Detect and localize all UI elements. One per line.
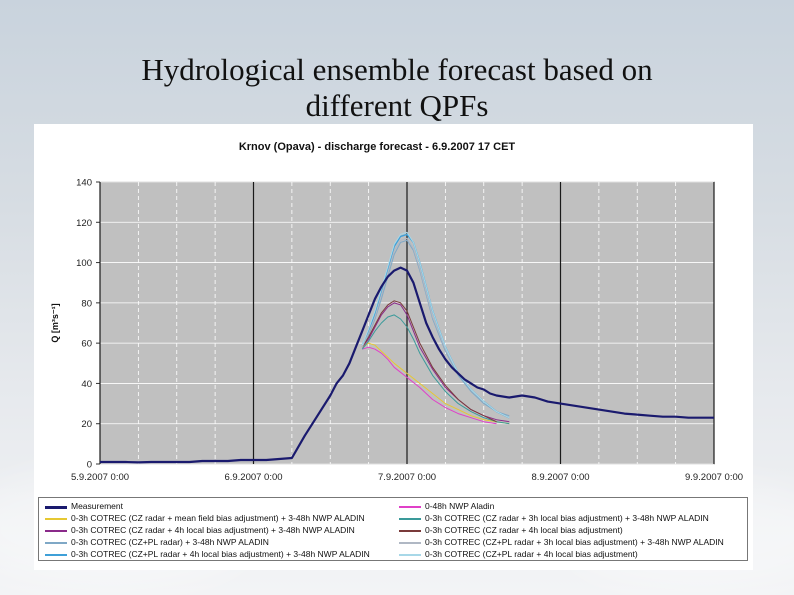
legend-swatch [45,518,67,520]
slide-title [0,52,794,124]
y-tick-label: 40 [81,378,92,390]
legend-label: 0-3h COTREC (CZ radar + 4h local bias adjustment) + 3-48h NWP ALADIN [71,525,355,535]
x-tick-label: 9.9.2007 0:00 [684,472,744,483]
y-tick-label: 140 [76,177,92,189]
x-tick-label: 6.9.2007 0:00 [224,472,283,483]
y-tick-label: 100 [76,258,92,270]
legend-swatch [399,542,421,544]
slide-title-line2: different QPFs [305,88,489,123]
legend-label: 0-3h COTREC (CZ radar + mean field bias adjustment) + 3-48h NWP ALADIN [71,513,365,523]
legend-label: 0-48h NWP Aladin [425,501,495,511]
y-tick-label: 60 [81,338,92,350]
legend-swatch [399,518,421,520]
legend-swatch [45,506,67,509]
legend-swatch [45,530,67,532]
legend-label: 0-3h COTREC (CZ+PL radar + 4h local bias adjustment) + 3-48h NWP ALADIN [71,549,370,559]
y-tick-label: 0 [86,459,92,471]
legend-label: 0-3h COTREC (CZ+PL radar) + 3-48h NWP ALADIN [71,537,269,547]
legend-label: Measurement [71,501,123,511]
legend-label: 0-3h COTREC (CZ+PL radar + 4h local bias adjustment) [425,549,638,559]
y-tick-label: 120 [76,217,92,229]
y-tick-label: 20 [81,419,92,431]
slide-title-line1: Hydrological ensemble forecast based on [141,52,653,87]
chart-legend [38,497,748,561]
y-tick-label: 80 [81,298,92,310]
x-tick-label: 7.9.2007 0:00 [377,472,437,483]
x-tick-label: 8.9.2007 0:00 [531,472,590,483]
legend-swatch [399,506,421,508]
legend-swatch [399,554,421,556]
legend-swatch [399,530,421,532]
legend-label: 0-3h COTREC (CZ+PL radar + 3h local bias adjustment) + 3-48h NWP ALADIN [425,537,724,547]
y-axis-label: Q [m³s⁻¹] [50,303,60,343]
legend-label: 0-3h COTREC (CZ radar + 4h local bias adjustment) [425,525,623,535]
legend-label: 0-3h COTREC (CZ radar + 3h local bias adjustment) + 3-48h NWP ALADIN [425,513,709,523]
chart-title: Krnov (Opava) - discharge forecast - 6.9.2007 17 CET [238,141,516,153]
legend-swatch [45,554,67,556]
x-tick-label: 5.9.2007 0:00 [70,472,130,483]
chart-panel [34,124,753,570]
legend-swatch [45,542,67,544]
